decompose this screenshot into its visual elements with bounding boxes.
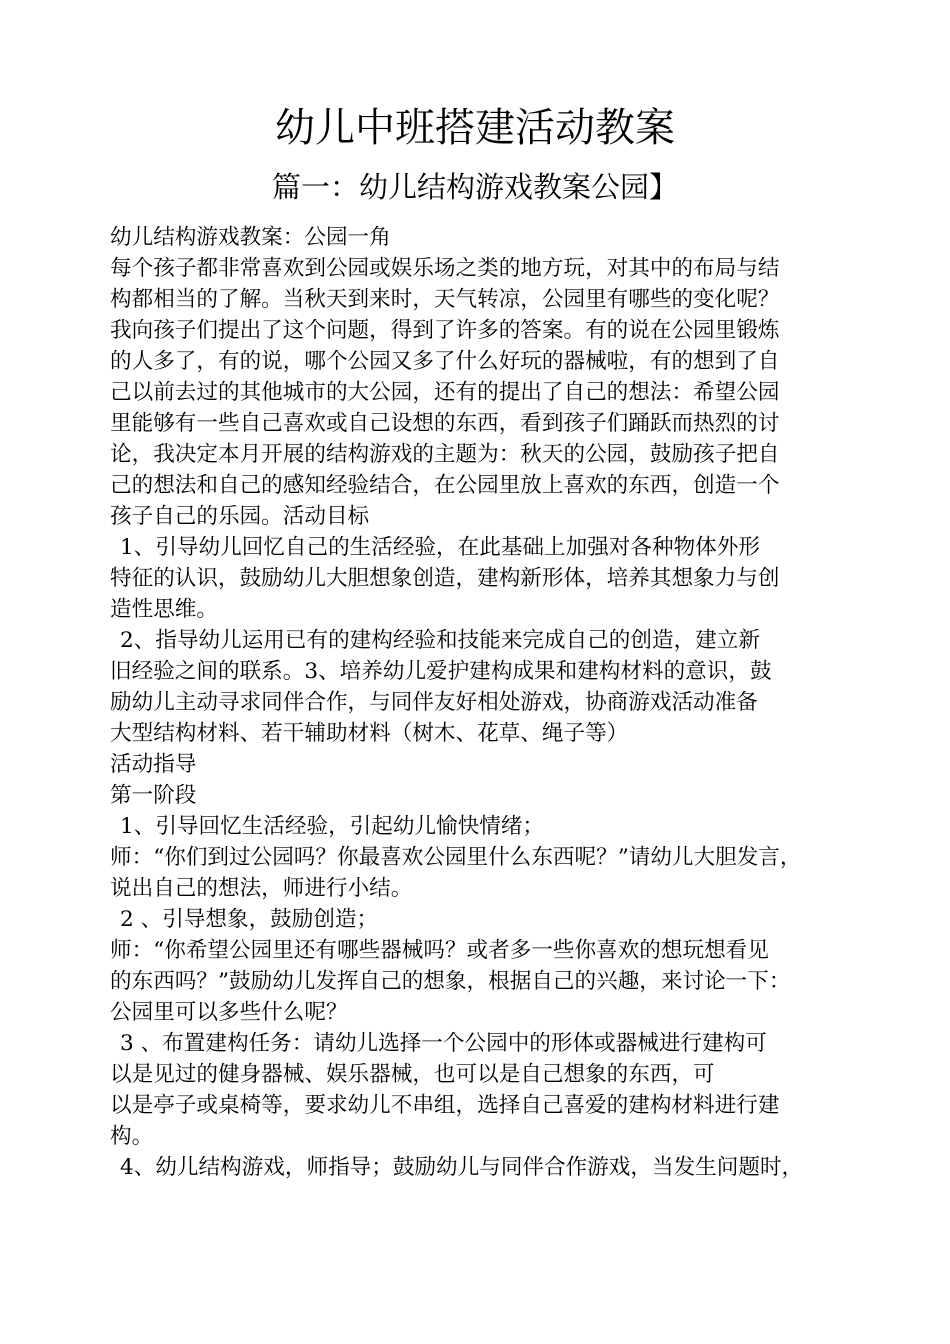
body-line: 旧经验之间的联系。3、培养幼儿爱护建构成果和建构材料的意识，鼓 (110, 659, 772, 684)
body-line: 1、引导回忆生活经验，引起幼儿愉快情绪； (120, 814, 545, 839)
body-line: 2 、引导想象，鼓励创造； (120, 907, 379, 932)
body-line: 2、指导幼儿运用已有的建构经验和技能来完成自己的创造，建立新 (120, 628, 760, 653)
body-line: 的东西吗？”鼓励幼儿发挥自己的想象，根据自己的兴趣，来讨论一下： (110, 969, 791, 994)
body-line: 我向孩子们提出了这个问题，得到了许多的答案。有的说在公园里锻炼 (110, 318, 780, 343)
body-line: 公园里可以多些什么呢？ (110, 1000, 348, 1025)
body-line: 以是亭子或桌椅等，要求幼儿不串组，选择自己喜爱的建构材料进行建 (110, 1093, 780, 1118)
body-line: 4、幼儿结构游戏，师指导；鼓励幼儿与同伴合作游戏，当发生问题时， (120, 1155, 804, 1180)
body-line: 大型结构材料、若干辅助材料（树木、花草、绳子等） (110, 721, 629, 746)
body-line: 孩子自己的乐园。活动目标 (110, 504, 370, 529)
body-line: 1、引导幼儿回忆自己的生活经验，在此基础上加强对各种物体外形 (120, 535, 760, 560)
document-title: 幼儿中班搭建活动教案 (275, 105, 675, 151)
body-line: 里能够有一些自己喜欢或自己设想的东西，看到孩子们踊跃而热烈的讨 (110, 411, 780, 436)
body-line: 构都相当的了解。当秋天到来时，天气转凉，公园里有哪些的变化呢？ (110, 287, 780, 312)
body-line: 励幼儿主动寻求同伴合作，与同伴友好相处游戏，协商游戏活动准备 (110, 690, 758, 715)
body-line: 论，我决定本月开展的结构游戏的主题为：秋天的公园，鼓励孩子把自 (110, 442, 780, 467)
document-body (110, 222, 850, 1183)
body-line: 己以前去过的其他城市的大公园，还有的提出了自己的想法：希望公园 (110, 380, 780, 405)
body-line: 构。 (110, 1124, 154, 1149)
body-line: 3 、布置建构任务：请幼儿选择一个公园中的形体或器械进行建构可 (120, 1031, 767, 1056)
body-line: 造性思维。 (110, 597, 218, 622)
body-line: 己的想法和自己的感知经验结合，在公园里放上喜欢的东西，创造一个 (110, 473, 780, 498)
body-line: 每个孩子都非常喜欢到公园或娱乐场之类的地方玩，对其中的布局与结 (110, 256, 780, 281)
body-line: 师：“你们到过公园吗？你最喜欢公园里什么东西呢？”请幼儿大胆发言， (110, 845, 802, 870)
body-line: 说出自己的想法，师进行小结。 (110, 876, 413, 901)
body-line: 特征的认识，鼓励幼儿大胆想象创造，建构新形体，培养其想象力与创 (110, 566, 780, 591)
document-subtitle: 篇一：幼儿结构游戏教案公园】 (271, 170, 678, 204)
body-line: 幼儿结构游戏教案：公园一角 (110, 225, 391, 250)
body-line: 以是见过的健身器械、娱乐器械，也可以是自己想象的东西，可 (110, 1062, 715, 1087)
body-line: 第一阶段 (110, 783, 197, 808)
body-line: 的人多了，有的说，哪个公园又多了什么好玩的器械啦，有的想到了自 (110, 349, 780, 374)
body-line: 师：“你希望公园里还有哪些器械吗？或者多一些你喜欢的想玩想看见 (110, 938, 769, 963)
body-line: 活动指导 (110, 752, 197, 777)
